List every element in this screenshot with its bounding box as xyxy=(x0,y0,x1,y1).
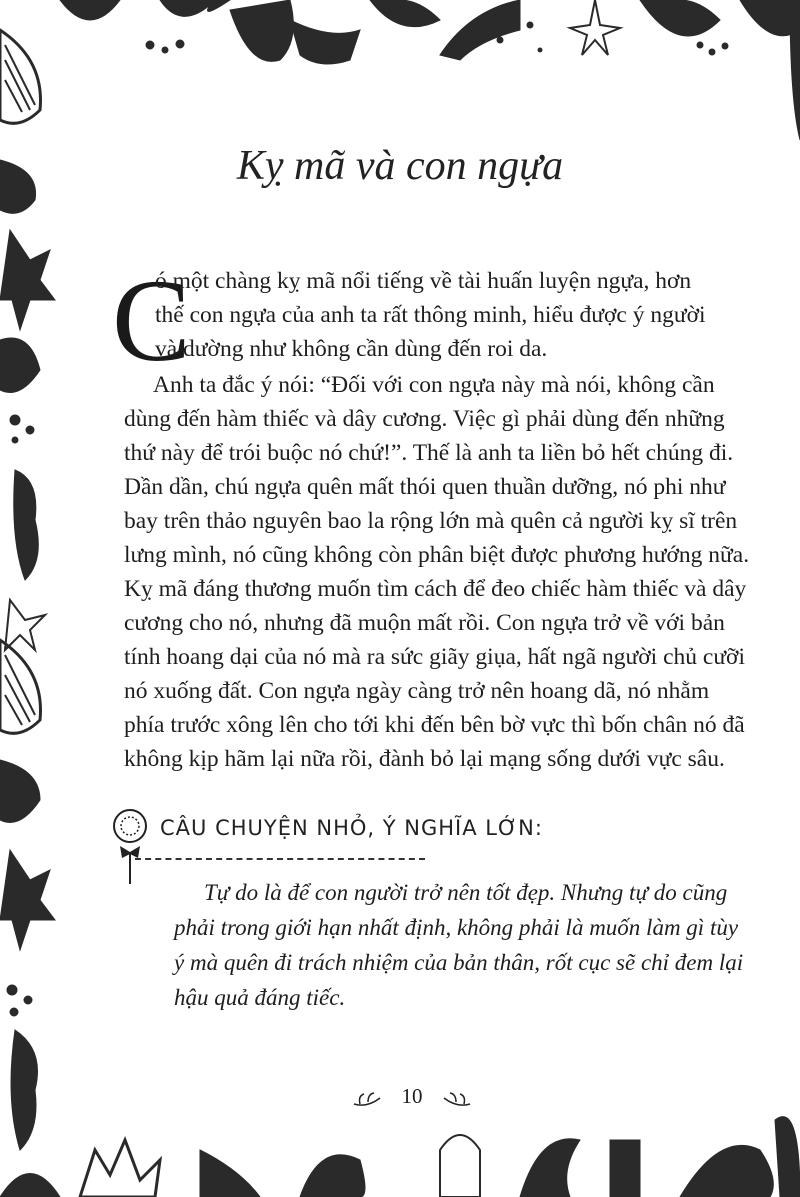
story-line: thứ này để trói buộc nó chứ!”. Thế là anh ta liền bỏ hết chúng đi. xyxy=(124,440,734,466)
story-line: tính hoang dại của nó mà ra sức giãy giụa, hất ngã người chủ cưỡi xyxy=(124,644,746,670)
story-line: bay trên thảo nguyên bao la rộng lớn mà quên cả người kỵ sĩ trên xyxy=(124,508,738,534)
story-line: và dường như không cần dùng đến roi da. xyxy=(155,336,548,362)
leaf-ornament-right-icon xyxy=(442,1090,472,1110)
moral-line: Tự do là để con người trở nên tốt đẹp. Nhưng tự do cũng xyxy=(204,880,728,905)
story-line: thế con ngựa của anh ta rất thông minh, hiểu được ý người xyxy=(155,302,706,328)
story-line: lưng mình, nó cũng không còn phân biệt được phương hướng nữa. xyxy=(124,542,750,568)
moral-heading: CÂU CHUYỆN NHỎ, Ý NGHĨA LỚN: xyxy=(160,816,543,840)
lollipop-icon xyxy=(112,806,152,886)
story-line: dùng đến hàm thiếc và dây cương. Việc gì phải dùng đến những xyxy=(124,406,725,432)
story-line: Anh ta đắc ý nói: “Đối với con ngựa này mà nói, không cần xyxy=(153,372,715,398)
story-line: không kịp hãm lại nữa rồi, đành bỏ lại mạng sống dưới vực sâu. xyxy=(124,746,725,772)
page-number: 10 xyxy=(401,1084,423,1108)
moral-line: ý mà quên đi trách nhiệm của bản thân, rốt cục sẽ chỉ đem lại xyxy=(174,950,744,975)
drop-cap: C xyxy=(112,255,191,386)
dashed-divider xyxy=(135,858,425,860)
moral-line: hậu quả đáng tiếc. xyxy=(174,985,346,1010)
moral-line: phải trong giới hạn nhất định, không phải là muốn làm gì tùy xyxy=(174,915,739,940)
story-line: ó một chàng kỵ mã nổi tiếng về tài huấn luyện ngựa, hơn xyxy=(155,268,692,294)
leaf-ornament-left-icon xyxy=(352,1090,382,1110)
story-line: cương cho nó, nhưng đã muộn mất rồi. Con ngựa trở về với bản xyxy=(124,610,725,636)
story-line: phía trước xông lên cho tới khi đến bên bờ vực thì bốn chân nó đã xyxy=(124,712,745,738)
story-line: Kỵ mã đáng thương muốn tìm cách để đeo chiếc hàm thiếc và dây xyxy=(124,576,747,602)
story-line: nó xuống đất. Con ngựa ngày càng trở nên hoang dã, nó nhằm xyxy=(124,678,710,704)
story-title: Kỵ mã và con ngựa xyxy=(236,143,564,189)
story-line: Dần dần, chú ngựa quên mất thói quen thuần dưỡng, nó phi như xyxy=(124,474,726,500)
